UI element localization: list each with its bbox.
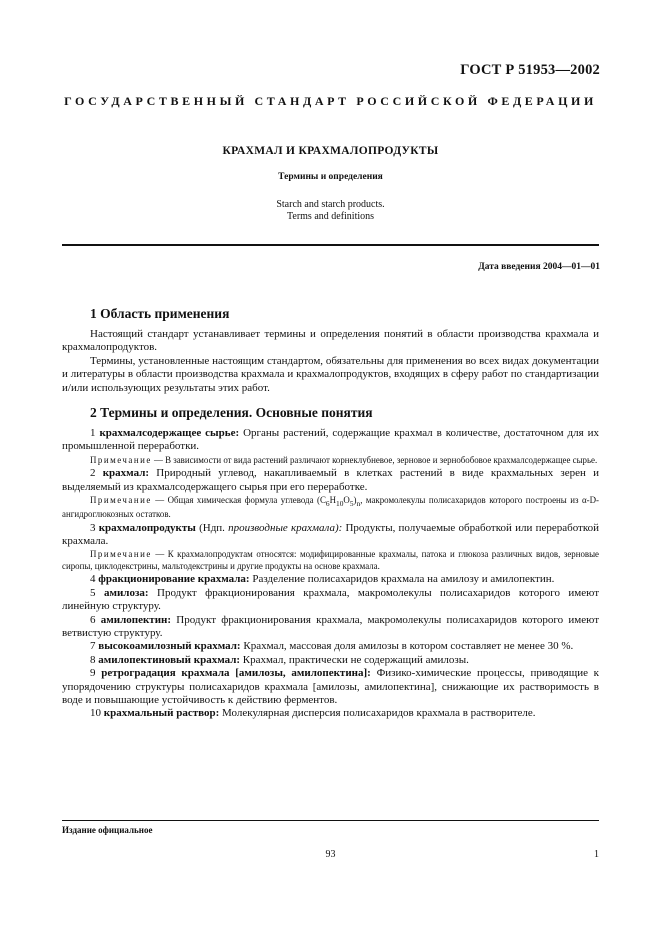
- term-definition: Органы растений, содержащие крахмал в количестве, достаточном для их промышленной переработки.: [62, 427, 600, 453]
- note-3: [62, 549, 599, 572]
- deprecated-term: производные крахмала):: [228, 521, 343, 534]
- term-definition: Разделение полисахаридов крахмала на амилозу и амилопектин.: [252, 573, 555, 586]
- term-definition: Продукты, получаемые обработкой или переработкой крахмала.: [62, 521, 600, 548]
- term-number: 10: [90, 707, 101, 720]
- term-number: 7: [90, 640, 96, 653]
- term-5: [62, 587, 599, 614]
- term-name: высокоамилозный крахмал:: [98, 640, 241, 653]
- english-title: [62, 199, 599, 223]
- term-7: [62, 640, 599, 653]
- introduction-date: Дата введения 2004—01—01: [478, 262, 600, 272]
- footer-divider: [62, 820, 599, 821]
- document-code: ГОСТ Р 51953—2002: [460, 62, 600, 78]
- note-label: Примечание: [90, 454, 152, 465]
- term-name: амилоза:: [103, 586, 149, 599]
- term-name: крахмал:: [102, 467, 150, 480]
- english-title-line-1: Starch and starch products.: [276, 199, 385, 210]
- formula-subscript: 10: [336, 498, 344, 508]
- term-definition: Молекулярная дисперсия полисахаридов крахмала в растворителе.: [222, 707, 536, 720]
- term-definition: Продукт фракционирования крахмала, макромолекулы полисахаридов которого имеют линейную структуру.: [62, 586, 600, 613]
- term-name: ретроградация крахмала [амилозы, амилопектина]:: [101, 667, 371, 680]
- note-text: — К крахмалопродуктам относятся: модифицированные крахмалы, патока и глюкоза различных видов, зерновые сиропы, циклодекстрины, мальтодекстрины и другие продукты на основе крахмала.: [62, 549, 599, 571]
- sheet-number: 1: [594, 849, 599, 860]
- note-1: [62, 455, 599, 466]
- section-1-paragraph-1: Настоящий стандарт устанавливает термины и определения понятий в области производства крахмала и крахмалопродуктов.: [62, 328, 599, 354]
- document-title: КРАХМАЛ И КРАХМАЛОПРОДУКТЫ: [222, 145, 439, 157]
- term-definition: Крахмал, практически не содержащий амилозы.: [242, 653, 469, 666]
- note-label: Примечание: [90, 495, 152, 506]
- formula-symbol: O: [343, 495, 350, 506]
- formula-subscript: 5: [349, 498, 354, 508]
- term-name: крахмалсодержащее сырье:: [99, 427, 240, 440]
- term-3: [62, 522, 599, 549]
- formula-symbol: H: [329, 495, 337, 506]
- section-2-heading: 2 Термины и определения. Основные понятия: [90, 405, 373, 421]
- term-name: амилопектиновый крахмал:: [98, 653, 241, 666]
- state-standard-heading: ГОСУДАРСТВЕННЫЙ СТАНДАРТ РОССИЙСКОЙ ФЕДЕРАЦИИ: [64, 94, 597, 108]
- section-1-heading: 1 Область применения: [90, 306, 230, 321]
- term-number: 9: [90, 667, 96, 680]
- term-definition: Продукт фракционирования крахмала, макромолекулы полисахаридов которого имеют ветвистую структуру.: [62, 613, 600, 639]
- note-label: Примечание: [90, 549, 152, 560]
- term-name: фракционирование крахмала:: [98, 573, 250, 586]
- term-number: 8: [90, 653, 96, 666]
- note-text-formula-end: , макромолекулы полисахаридов которого построены из α-D-ангидроглюкозных остатков.: [62, 495, 599, 520]
- term-number: 1: [90, 427, 96, 440]
- document-subtitle: Термины и определения: [278, 172, 383, 182]
- formula-symbol: ): [353, 495, 357, 506]
- term-number: 4: [90, 573, 96, 586]
- term-definition: Физико-химические процессы, приводящие к упорядочению структуры полисахаридов крахмала [амилозы, амилопектина], снижающие их растворимость в воде и повышающие устойчивость к действию ферментов.: [62, 667, 600, 706]
- term-9: [62, 667, 599, 707]
- formula-subscript: n: [356, 498, 361, 508]
- note-text-formula-start: — Общая химическая формула углевода (C: [155, 495, 326, 506]
- term-8: [62, 654, 599, 667]
- deprecated-open: (Ндп.: [199, 521, 225, 534]
- term-number: 3: [90, 521, 96, 534]
- term-name: крахмалопродукты: [98, 521, 196, 534]
- section-1-paragraph-2: Термины, установленные настоящим стандартом, обязательны для применения во всех видах документации и литературы в области производства крахмала и крахмалопродуктов, входящих в сферу работ по стандартизации и/или использующих результаты этих работ.: [62, 354, 599, 394]
- term-6: [62, 614, 599, 641]
- term-number: 6: [90, 613, 96, 626]
- page-number: 93: [325, 849, 336, 860]
- term-name: крахмальный раствор:: [103, 707, 220, 720]
- note-2: [62, 495, 599, 521]
- term-number: 2: [90, 467, 96, 480]
- term-10: [62, 707, 599, 720]
- term-number: 5: [90, 586, 96, 599]
- english-title-line-2: Terms and definitions: [286, 211, 375, 222]
- term-name: амилопектин:: [100, 613, 172, 626]
- term-4: [62, 573, 599, 586]
- edition-label: Издание официальное: [62, 825, 153, 835]
- term-2: [62, 467, 599, 494]
- term-definition: Крахмал, массовая доля амилозы в котором составляет не менее 30 %.: [243, 640, 574, 653]
- document-body: [62, 306, 599, 721]
- formula-subscript: 6: [325, 498, 330, 508]
- term-definition: Природный углевод, накапливаемый в клетках растений в виде крахмальных зерен и выделяемый из крахмалсодержащего сырья при его переработке.: [62, 467, 600, 493]
- term-1: [62, 427, 599, 454]
- note-text: — В зависимости от вида растений различают корнеклубневое, зерновое и зернобобовое крахмалсодержащее сырье.: [154, 454, 598, 465]
- title-divider: [62, 244, 599, 246]
